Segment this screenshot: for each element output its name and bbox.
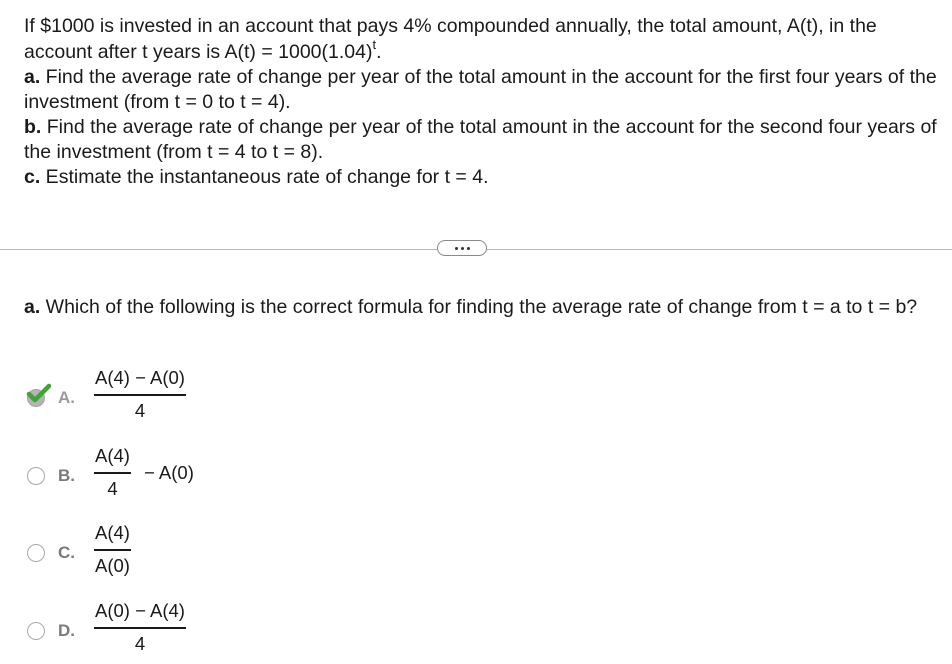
choice-d-fraction [94, 600, 186, 655]
part-b-body: Find the average rate of change per year of the total amount in the account for the second four years of the investment (from t = 4 to t = 8). [24, 116, 937, 163]
choice-b[interactable] [24, 443, 424, 503]
choice-a[interactable] [24, 365, 424, 425]
radio-button-c[interactable] [27, 544, 45, 562]
formula-period: . [376, 41, 382, 63]
ellipsis-dot-icon [461, 247, 464, 250]
part-b-label: b. [24, 116, 42, 138]
ellipsis-dot-icon [467, 247, 470, 250]
choice-d-letter: D. [58, 621, 75, 640]
choice-c[interactable] [24, 520, 424, 580]
choice-c-denominator: A(0) [95, 554, 130, 576]
part-a-text [24, 65, 944, 115]
choice-c-numerator: A(4) [95, 522, 130, 543]
formula-exponent: t [372, 36, 377, 52]
problem-statement [24, 14, 944, 190]
problem-formula: account after t years is A(t) = 1000(1.04) [24, 41, 373, 63]
question-text: Which of the following is the correct formula for finding the average rate of change from t = a to t = b? [40, 296, 918, 318]
question-prompt [24, 295, 934, 320]
choice-c-fraction [94, 522, 131, 577]
choice-d-numerator: A(0) − A(4) [95, 600, 185, 621]
ellipsis-dot-icon [455, 247, 458, 250]
choice-b-subtraction: − A(0) [144, 462, 194, 483]
radio-button-d[interactable] [27, 622, 45, 640]
choice-a-fraction [94, 367, 186, 422]
choice-c-letter: C. [58, 543, 75, 562]
part-b-text [24, 115, 944, 165]
radio-button-b[interactable] [27, 467, 45, 485]
choice-a-numerator: A(4) − A(0) [95, 367, 185, 388]
part-c-body: Estimate the instantaneous rate of change for t = 4. [40, 166, 489, 188]
part-c-text [24, 165, 944, 190]
choice-d[interactable] [24, 598, 424, 658]
more-options-button[interactable] [437, 240, 487, 256]
question-label: a. [24, 296, 41, 318]
choice-d-denominator: 4 [134, 632, 146, 654]
choice-b-numerator: A(4) [95, 445, 130, 466]
part-a-body: Find the average rate of change per year of the total amount in the account for the first four years of the investment (from t = 0 to t = 4). [24, 66, 937, 113]
part-c-label: c. [24, 166, 41, 188]
choice-b-letter: B. [58, 466, 75, 485]
choice-b-fraction [94, 445, 131, 500]
choice-b-denominator: 4 [107, 477, 118, 499]
checkmark-icon [26, 383, 52, 405]
problem-intro-line1: If $1000 is invested in an account that pays 4% compounded annually, the total amount, A(t), in the [24, 15, 877, 37]
part-a-label: a. [24, 66, 41, 88]
choice-a-denominator: 4 [134, 399, 146, 421]
problem-intro-line2 [24, 36, 944, 65]
choice-a-letter: A. [58, 388, 75, 407]
